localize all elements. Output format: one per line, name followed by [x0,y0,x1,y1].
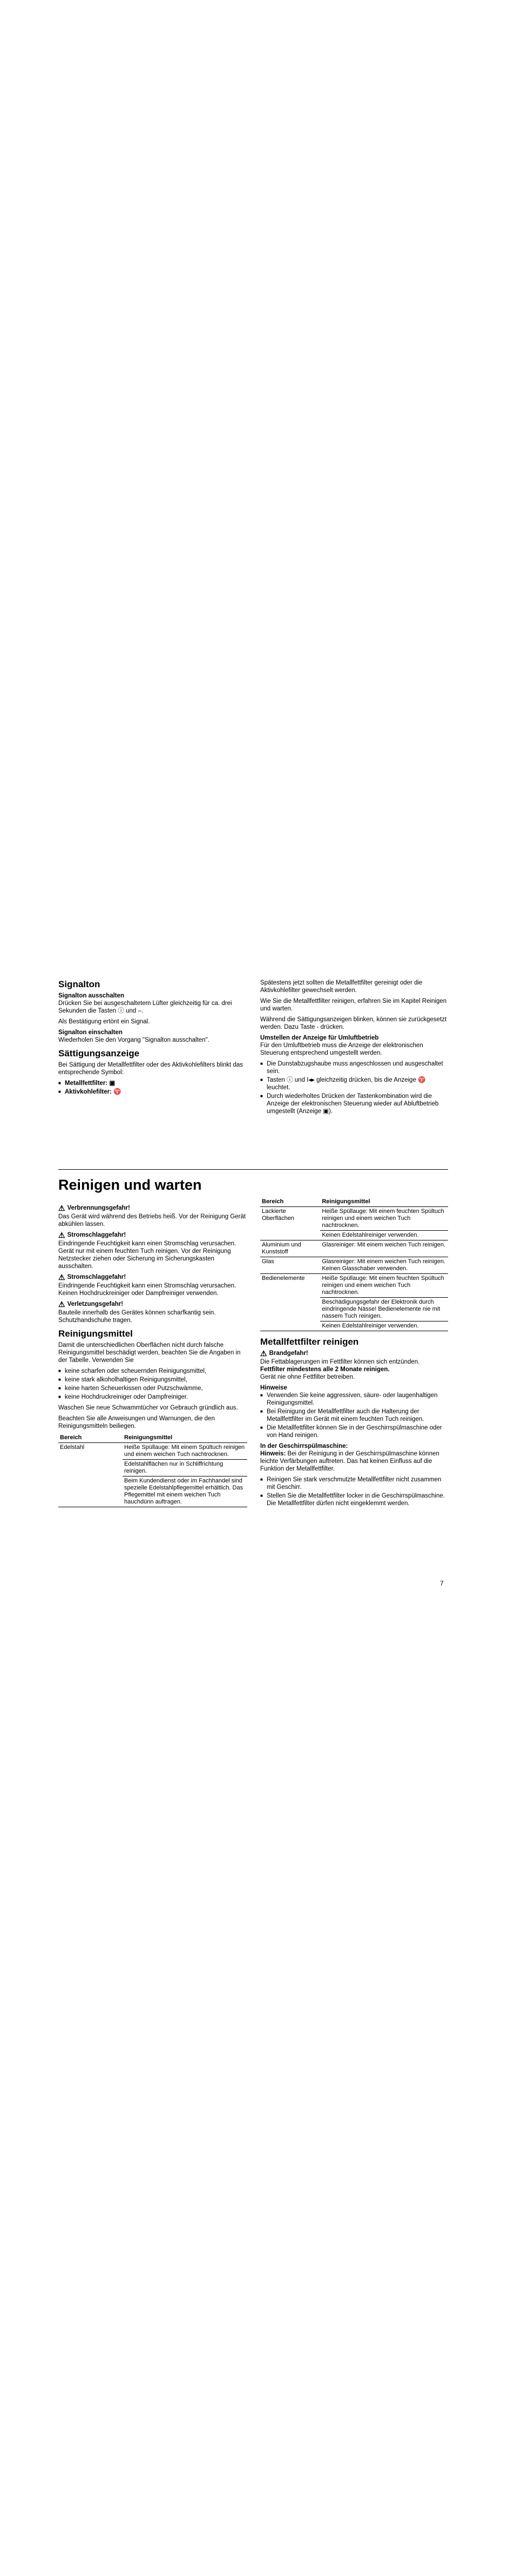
table-header: Bereich [260,1197,320,1207]
table-cell: Heiße Spüllauge: Mit einem feuchten Spültuch reinigen und einem weichen Tuch nachtrocknen. [320,1274,448,1298]
signalton-confirm-text: Als Bestätigung ertönt ein Signal. [58,1019,150,1025]
table-cell: Keinen Edelstahlreiniger verwenden. [320,1321,448,1331]
list-item: ■ keine scharfen oder scheuernden Reinigungsmittel, [58,1367,247,1375]
list-item: ■ keine harten Scheuerkissen oder Putzschwämme, [58,1385,247,1392]
warning-triangle-icon: ⚠ [58,1204,65,1212]
table-cell-area: Glas [260,1257,320,1274]
right-top-text-1: Spätestens jetzt sollten die Metallfettfilter gereinigt oder die Aktivkohlefilter gewechselt werden. [260,980,423,994]
hinweise-heading: Hinweise [260,1385,287,1391]
warning-triangle-icon: ⚠ [260,1349,267,1358]
filter-note-text: Gerät nie ohne Fettfilter betreiben. [260,1374,355,1380]
table-row [260,1274,448,1298]
list-item: ■ Reinigen Sie stark verschmutzte Metallfettfilter nicht zusammen mit Geschirr. [260,1476,448,1491]
reinigungsmittel-list [58,1367,247,1401]
reinigungsmittel-title: Reinigungsmittel [58,1329,133,1339]
cleaning-table-left [58,1433,247,1507]
saettigung-list [58,1080,253,1096]
table-cell-area: Aluminium und Kunststoff [260,1240,320,1257]
warning-text: Eindringende Feuchtigkeit kann einen Stromschlag verursachen. Gerät nur mit einem feuchten Tuch reinigen. Vor der Reinigung Netzstecker ziehen oder Sicherung im Sicherungskasten ausschalten. [58,1240,236,1270]
table-header: Bereich [58,1433,123,1443]
signalton-on-text: Wiederholen Sie den Vorgang "Signalton ausschalten". [58,1037,209,1043]
table-cell: Glasreiniger: Mit einem weichen Tuch reinigen. [320,1240,448,1257]
table-cell: Heiße Spüllauge: Mit einem feuchten Spültuch reinigen und einem weichen Tuch nachtrocknen. [320,1207,448,1231]
table-row [260,1257,448,1274]
warning-heading: ⚠ Stromschlaggefahr! [58,1231,126,1239]
section-divider [58,1169,448,1170]
list-item: ■ keine Hochdruckreiniger oder Dampfreiniger. [58,1393,247,1401]
list-item: ■ Verwenden Sie keine aggressiven, säure- oder laugenhaltigen Reinigungsmittel. [260,1392,448,1407]
filter-interval-text: Fettfilter mindestens alle 2 Monate reinigen. [260,1366,390,1373]
table-cell: Glasreiniger: Mit einem weichen Tuch reinigen. Keinen Glasschaber verwenden. [320,1257,448,1274]
table-row [260,1207,448,1231]
page-number: 7 [440,1580,444,1587]
geschirrspuel-heading: In der Geschirrspülmaschine: [260,1443,348,1449]
list-item: ■ Durch wiederholtes Drücken der Tastenkombination wird die Anzeige der elektronischen Steuerung wieder auf Abluftbetrieb umgestellt (Anzeige ▣). [260,1093,448,1115]
umluft-heading: Umstellen der Anzeige für Umluftbetrieb [260,1035,379,1041]
list-item: ■ Aktivkohlefilter: ♈ [58,1088,253,1096]
reinigungsmittel-text-2: Waschen Sie neue Schwammtücher vor Gebrauch gründlich aus. [58,1405,238,1411]
reinigungsmittel-text: Damit die unterschiedlichen Oberflächen nicht durch falsche Reinigungsmittel beschädigt werden, beachten Sie die Angaben in der Tabelle. Verwenden Sie [58,1342,241,1364]
warning-text: Eindringende Feuchtigkeit kann einen Stromschlag verursachen. Keinen Hochdruckreiniger oder Dampfreiniger verwenden. [58,1283,236,1297]
left-top-column [58,979,253,1099]
reinigen-title: Reinigen und warten [58,1177,202,1193]
list-item: ■ keine stark alkoholhaltigen Reinigungsmittel, [58,1376,247,1384]
geschirrspuel-note: Hinweis: Bei der Reinigung in der Geschirrspülmaschine können leichte Verfärbungen auftreten. Das hat keinen Einfluss auf die Funktion der Metallfettfilter. [260,1451,439,1472]
cleaning-table-right [260,1197,448,1331]
list-item: ■ Tasten ⓘ und I◂▸ gleichzeitig drücken, bis die Anzeige ♈ leuchtet. [260,1076,448,1091]
table-cell-area: Lackierte Oberflächen [260,1207,320,1240]
signalton-off-text: Drücken Sie bei ausgeschaltetem Lüfter gleichzeitig für ca. drei Sekunden die Tasten ⓘ und –. [58,1000,232,1014]
signalton-off-heading: Signalton ausschalten [58,993,125,999]
right-top-column [260,979,448,1118]
right-top-text-3: Während die Sättigungsanzeigen blinken, können sie zurückgesetzt werden. Dazu Taste - drücken. [260,1016,447,1030]
right-top-text-2: Wie Sie die Metallfettfilter reinigen, erfahren Sie im Kapitel Reinigen und warten. [260,998,447,1012]
table-cell: Heiße Spüllauge: Mit einem Spültuch reinigen und einem weichen Tuch nachtrocknen. [123,1443,247,1460]
warning-text: Bauteile innerhalb des Gerätes können scharfkantig sein. Schutzhandschuhe tragen. [58,1310,216,1324]
list-item: ■ Die Dunstabzugshaube muss angeschlossen und ausgeschaltet sein. [260,1060,448,1075]
table-header: Reinigungsmittel [320,1197,448,1207]
warning-triangle-icon: ⚠ [58,1231,65,1239]
right-bottom-column [260,1196,448,1510]
table-row [58,1443,247,1460]
table-cell: Beschädigungsgefahr der Elektronik durch eindringende Nässe! Bedienelemente nie mit nassem Tuch reinigen. [320,1298,448,1321]
list-item: ■ Metallfettfilter: ▣ [58,1080,253,1087]
saettigung-title: Sättigungsanzeige [58,1048,140,1058]
warning-heading: ⚠ Brandgefahr! [260,1349,308,1358]
geschirrspuel-list [260,1476,448,1507]
signalton-on-heading: Signalton einschalten [58,1029,123,1036]
list-item: ■ Stellen Sie die Metallfettfilter locker in die Geschirrspülmaschine. Die Metallfettfilter dürfen nicht eingeklemmt werden. [260,1492,448,1507]
table-cell-area: Edelstahl [58,1443,123,1507]
umluft-list [260,1060,448,1115]
metallfett-title: Metallfettfilter reinigen [260,1337,359,1347]
table-row [260,1240,448,1257]
warning-heading: ⚠ Verletzungsgefahr! [58,1300,124,1309]
warning-heading: ⚠ Verbrennungsgefahr! [58,1204,130,1212]
table-cell: Beim Kundendienst oder im Fachhandel sind spezielle Edelstahlpflegemittel erhältlich. Das Pflegemittel mit einem weichen Tuch hauchdünn auftragen. [123,1476,247,1507]
signalton-title: Signalton [58,979,100,989]
left-bottom-column [58,1202,247,1510]
hinweise-list [260,1392,448,1439]
warning-triangle-icon: ⚠ [58,1273,65,1282]
saettigung-text: Bei Sättigung der Metallfettfilter oder des Aktivkohlefilters blinkt das entsprechende Symbol: [58,1062,243,1076]
warning-triangle-icon: ⚠ [58,1300,65,1309]
list-item: ■ Bei Reinigung der Metallfettfilter auch die Halterung der Metallfettfilter im Gerät mit einem feuchten Tuch reinigen. [260,1408,448,1423]
table-cell: Edelstahlflächen nur in Schliffrichtung reinigen. [123,1460,247,1476]
table-cell-area: Bedienelemente [260,1274,320,1331]
warning-heading: ⚠ Stromschlaggefahr! [58,1273,126,1282]
warning-text: Die Fettablagerungen im Fettfilter können sich entzünden. [260,1359,420,1365]
list-item: ■ Die Metallfettfilter können Sie in der Geschirrspülmaschine oder von Hand reinigen. [260,1424,448,1439]
table-cell: Keinen Edelstahlreiniger verwenden. [320,1231,448,1240]
umluft-text: Für den Umluftbetrieb muss die Anzeige der elektronischen Steuerung entsprechend umgestellt werden. [260,1042,423,1056]
reinigungsmittel-text-3: Beachten Sie alle Anweisungen und Warnungen, die den Reinigungsmitteln beiliegen. [58,1415,215,1429]
warning-text: Das Gerät wird während des Betriebs heiß. Vor der Reinigung Gerät abkühlen lassen. [58,1213,246,1228]
table-header: Reinigungsmittel [123,1433,247,1443]
